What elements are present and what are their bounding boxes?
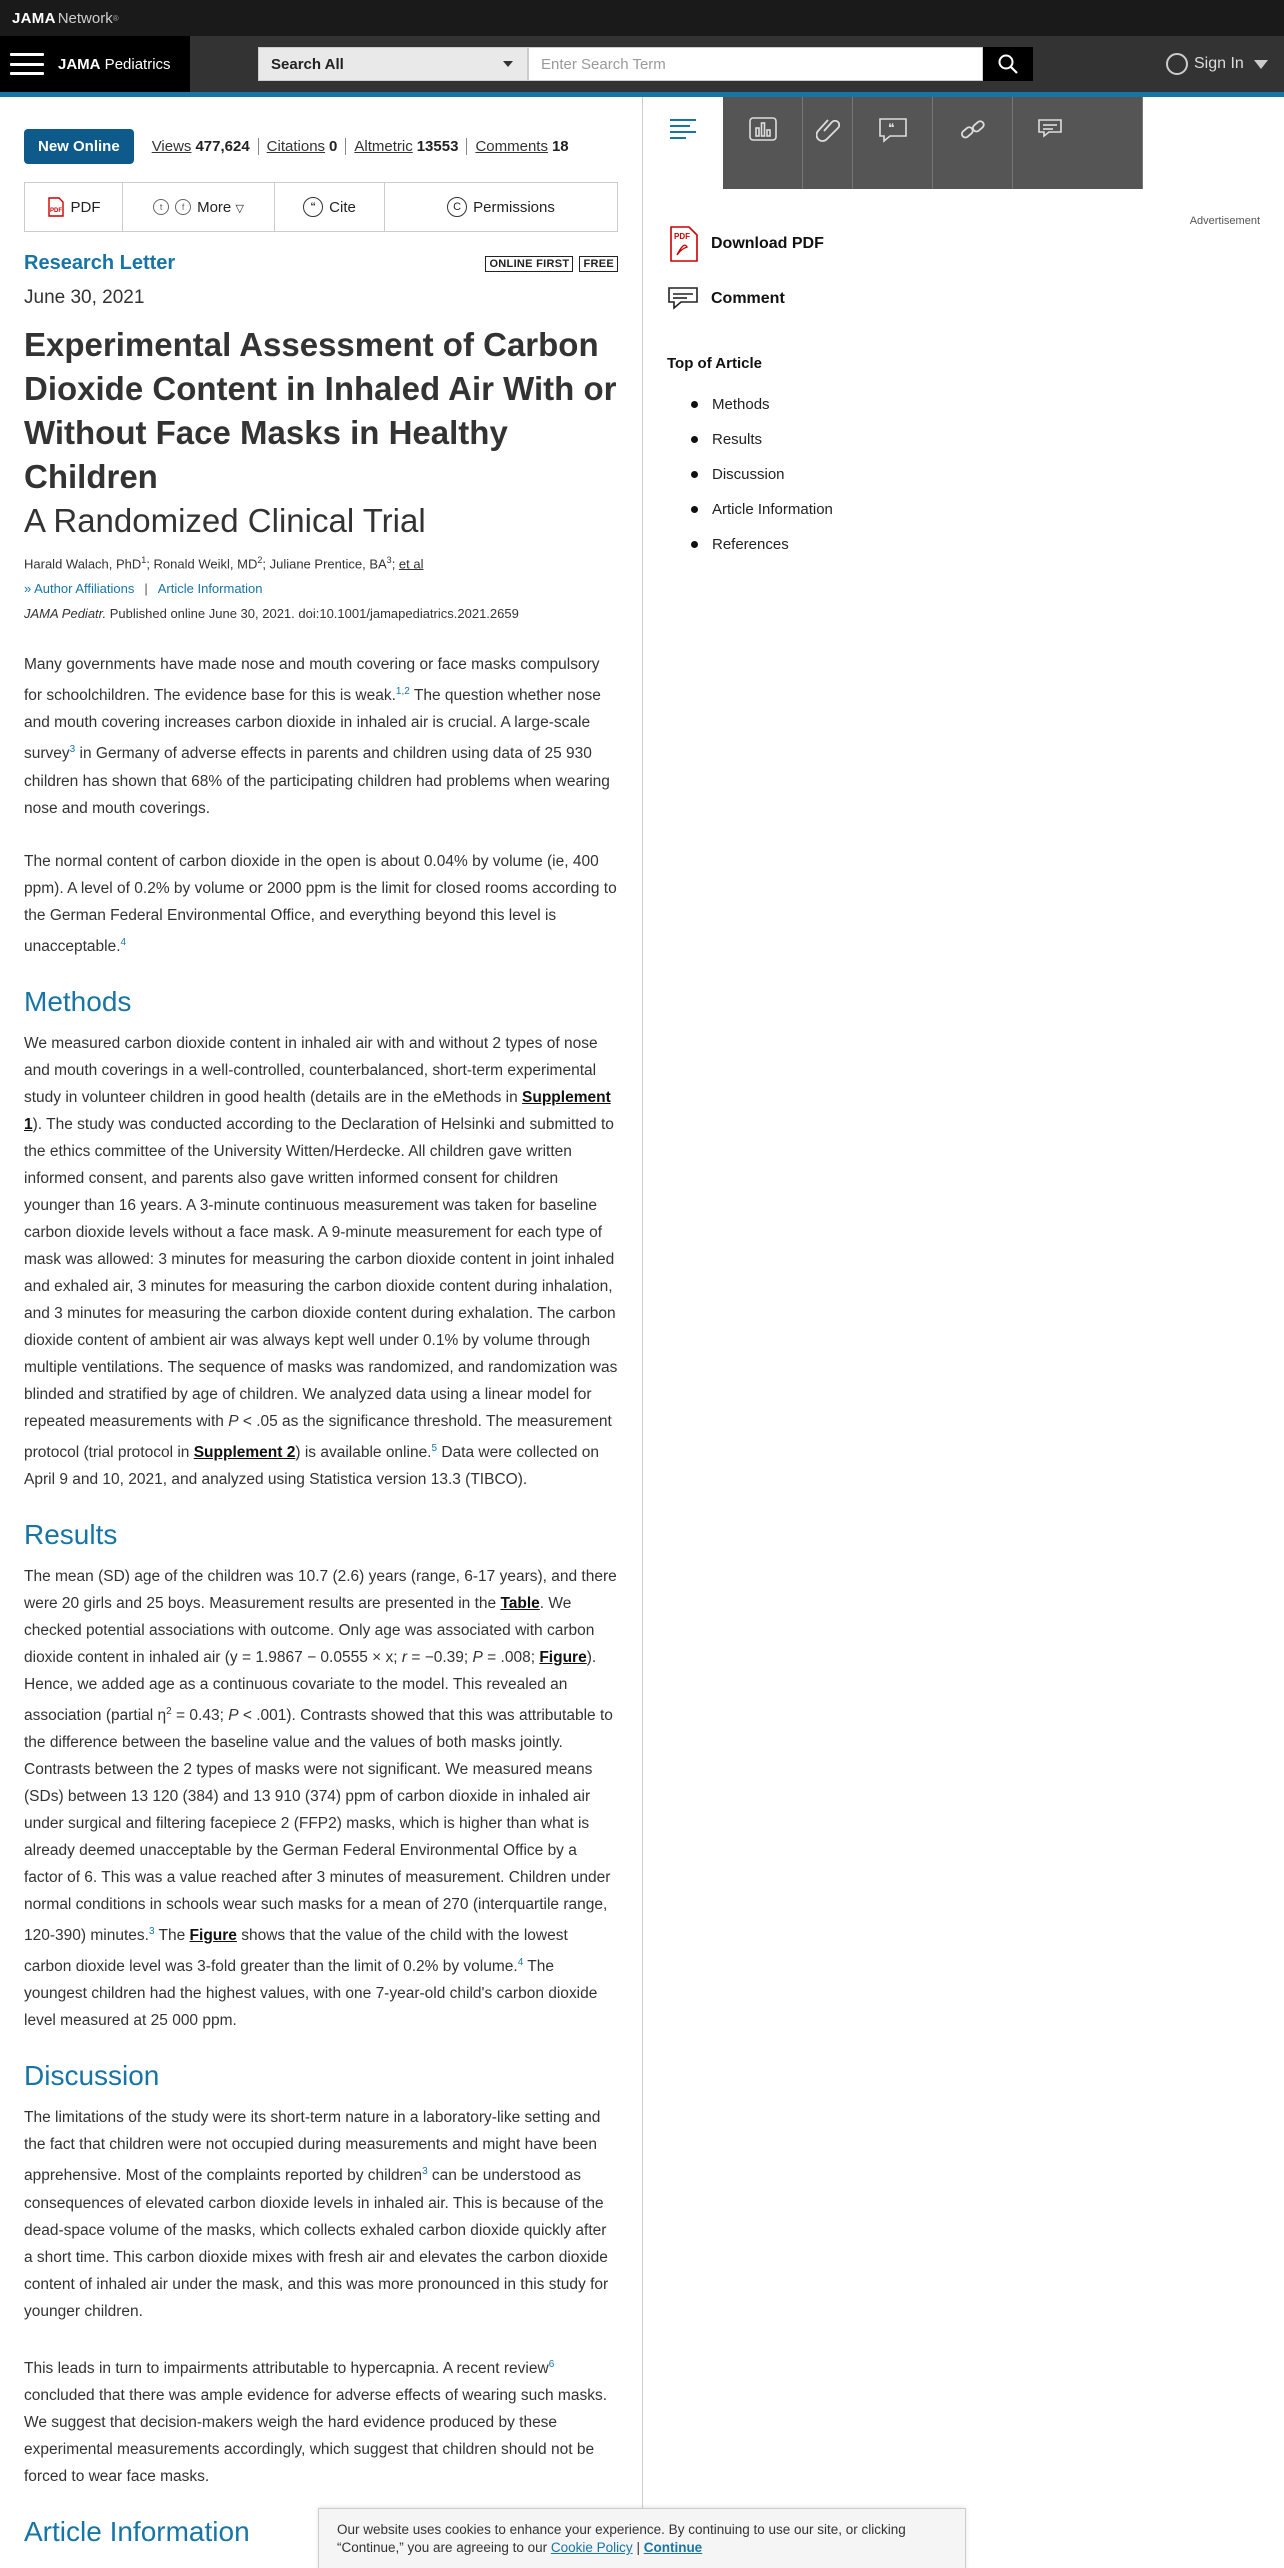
journal-brand[interactable] xyxy=(0,36,190,92)
figure-link[interactable]: Figure xyxy=(189,1927,237,1945)
discussion-paragraph: This leads in turn to impairments attributable to hypercapnia. A recent review$^6$ concluded that there was ample evidence for adverse effects of wearing such masks. We suggest that decision-makers weigh the hard evidence produced by these experimental measurements accordingly, which suggest that children should not be forced to wear face masks. xyxy=(24,2358,607,2485)
permissions-button[interactable] xyxy=(385,183,617,231)
more-button[interactable]: More ▽ xyxy=(197,198,244,216)
user-icon xyxy=(1166,53,1188,75)
network-bar xyxy=(0,0,1284,36)
search-scope-select[interactable] xyxy=(258,47,528,81)
article-title: Experimental Assessment of Carbon Dioxide Content in Inhaled Air With or Without Face Masks in Healthy Children xyxy=(24,326,617,495)
bar-chart-icon xyxy=(749,117,777,141)
rail-tabs xyxy=(643,97,1284,189)
reference-link[interactable]: 3 xyxy=(69,744,76,756)
advertisement-label: Advertisement xyxy=(1189,215,1260,227)
chevron-down-icon xyxy=(503,61,513,67)
tab-contents[interactable] xyxy=(643,97,723,189)
facebook-icon[interactable]: f xyxy=(175,199,191,215)
cite-button[interactable] xyxy=(275,183,385,231)
publication-date: June 30, 2021 xyxy=(24,287,145,308)
tab-figures[interactable] xyxy=(723,97,803,189)
search-button[interactable] xyxy=(983,47,1033,81)
comment-link[interactable] xyxy=(667,285,785,313)
twitter-icon[interactable]: t xyxy=(153,199,169,215)
comment-label: Comment xyxy=(711,290,785,307)
toa-item-results[interactable]: Results xyxy=(691,422,833,457)
article-type-row xyxy=(24,252,618,275)
cookie-continue-link[interactable]: Continue xyxy=(643,2540,703,2555)
article-subtitle: A Randomized Clinical Trial xyxy=(24,502,426,539)
paperclip-icon xyxy=(816,117,840,143)
svg-text:PDF: PDF xyxy=(674,232,690,241)
reference-link[interactable]: 3 xyxy=(422,2166,428,2178)
chevron-right-icon: » xyxy=(24,581,32,597)
sign-in-label: Sign In xyxy=(1194,55,1244,72)
online-first-badge: ONLINE FIRST xyxy=(485,256,573,272)
article-metrics xyxy=(24,129,618,164)
download-pdf-link[interactable] xyxy=(667,225,824,263)
reference-link[interactable]: 1,2 xyxy=(395,686,410,698)
article-badges xyxy=(485,256,618,272)
intro-paragraph: Many governments have made nose and mouth covering or face masks compulsory for schoolchildren. The evidence base for this is weak.$^{1,2}$ The question whether nose and mouth covering increases carbon dioxide in inhaled air is crucial. A large-scale survey$^3$ in Germany of adverse effects in parents and children using data of 25 930 children has shown that 68% of the participating children had problems when wearing nose and mouth coverings. xyxy=(24,656,610,817)
discussion-heading: Discussion xyxy=(24,2060,160,2092)
share-more-group xyxy=(123,183,275,231)
permissions-label: Permissions xyxy=(473,198,555,216)
search-scope-value: Search All xyxy=(271,55,344,73)
supplement-link[interactable]: Supplement 2 xyxy=(193,1443,296,1461)
table-link[interactable]: Table xyxy=(500,1594,540,1612)
article-information-heading: Article Information xyxy=(24,2515,250,2547)
menu-icon[interactable] xyxy=(10,53,44,75)
svg-text:PDF: PDF xyxy=(49,208,62,214)
results-paragraph: The mean (SD) age of the children was 10.7 (2.6) years (range, 6-17 years), and there were 20 girls and 25 boys. Measurement results are presented in the Table. We checked potential associations with outcome. Only age was associated with carbon dioxide content in inhaled air (y = 1.9867 − 0.0555 × x; r = −0.39; P = .008; Figure). Hence, we added age as a continuous covariate to the model. This revealed an association (partial $\eta^2 = 0.43$; P < .001). Contrasts showed that this was attributable to the difference between the baseline value and the values of both masks jointly. Contrasts between the 2 types of masks were not significant. We measured means (SDs) between 13 120 (384) and 13 910 (374) ppm of carbon dioxide in inhaled air under surgical and filtering facepiece 2 (FFP2) masks, which is higher than what is already deemed unacceptable by the German Federal Environmental Office by a factor of 6. This was a value reached after 3 minutes of measurement. Children under normal conditions in schools wear such masks for a mean of 270 (interquartile range, 120-390) minutes.$^3$ The Figure shows that the value of the child with the lowest carbon dioxide level was 3-fold greater than the limit of 0.2% by volume.$^4$ The youngest children had the highest values, with one 7-year-old child's carbon dioxide level measured at 25 000 ppm. xyxy=(24,1567,617,2030)
cookie-text: Our website uses cookies to enhance your experience. By continuing to use our site, or clicking “Continue,” you are agreeing to our xyxy=(337,2522,906,2555)
intro-paragraph: The normal content of carbon dioxide in the open is about 0.04% by volume (ie, 400 ppm). A level of 0.2% by volume or 2000 ppm is the limit for closed rooms according to the German Federal Environmental Office, and everything beyond this level is unacceptable.$^4$ xyxy=(24,852,617,955)
tab-comments[interactable] xyxy=(853,97,933,189)
supplement-link[interactable]: Supplement 1 xyxy=(24,1088,611,1133)
discussion-paragraph: The limitations of the study were its short-term nature in a laboratory-like setting and the fact that children were not occupied during measurements and might have been apprehensive. Most of the complaints reported by children$^3$ can be understood as consequences of elevated carbon dioxide levels in inhaled air. This is because of the dead-space volume of the masks, which collects exhaled carbon dioxide quickly after a short time. This carbon dioxide mixes with fresh air and elevates the carbon dioxide content of inhaled air under the mask, and this was more pronounced in this study for younger children. xyxy=(24,2109,609,2320)
reference-link[interactable]: 4 xyxy=(517,1957,524,1969)
altmetric-metric[interactable]: Altmetric 13553 xyxy=(346,138,467,155)
new-online-badge[interactable]: New Online xyxy=(24,129,134,164)
quote-icon: “ xyxy=(303,197,323,217)
chevron-down-icon xyxy=(1254,60,1268,69)
tab-supplements[interactable] xyxy=(803,97,853,189)
article-main xyxy=(0,97,642,2548)
search-placeholder: Enter Search Term xyxy=(541,55,666,73)
reference-link[interactable]: 4 xyxy=(120,936,127,948)
copyright-icon: C xyxy=(447,197,467,217)
top-of-article-list xyxy=(691,387,833,562)
chat-icon xyxy=(1037,117,1069,143)
list-icon xyxy=(668,117,698,139)
methods-paragraph: We measured carbon dioxide content in inhaled air with and without 2 types of nose and mouth coverings in a well-controlled, counterbalanced, short-term experimental study in volunteer children in good health (details are in the eMethods in Supplement 1). The study was conducted according to the Declaration of Helsinki and submitted to the ethics committee of the University Witten/Herdecke. All children gave written informed consent, and parents also gave written informed consent for children younger than 16 years. A 3-minute continuous measurement was taken for baseline carbon dioxide levels without a face mask. A 9-minute measurement for each type of mask was allowed: 3 minutes for measuring the carbon dioxide content in joint inhaled and exhaled air, 3 minutes for measuring the carbon dioxide content during inhalation, and 3 minutes for measuring the carbon dioxide content during exhalation. The carbon dioxide content of ambient air was always kept well under 0.1% by volume through multiple ventilations. The sequence of masks was randomized, and randomization was blinded and stratified by age of children. We analyzed data using a linear model for repeated measurements with P < .05 as the significance threshold. The measurement protocol (trial protocol in Supplement 2) is available online.$^5$ Data were collected on April 9 and 10, 2021, and analyzed using Statistica version 13.3 (TIBCO). xyxy=(24,1034,618,1488)
author-name[interactable]: Juliane Prentice, BA xyxy=(269,556,387,572)
article-information-link[interactable]: Article Information xyxy=(157,581,263,597)
citations-metric[interactable]: Citations 0 xyxy=(259,138,347,155)
right-rail xyxy=(642,97,1284,2568)
et-al-link[interactable]: et al xyxy=(398,556,424,572)
toa-item-references[interactable]: References xyxy=(691,527,833,562)
toa-item-discussion[interactable]: Discussion xyxy=(691,457,833,492)
article-type: Research Letter xyxy=(24,252,176,274)
download-pdf-label: Download PDF xyxy=(711,235,824,252)
journal-name[interactable]: JAMA Pediatrics xyxy=(58,55,171,73)
reference-link[interactable]: 5 xyxy=(431,1442,438,1454)
cookie-banner: Our website uses cookies to enhance your experience. By continuing to use our site, or clicking “Continue,” you are agreeing to our Cookie Policy | Continue xyxy=(318,2508,966,2568)
site-header xyxy=(0,36,1284,92)
pdf-button[interactable] xyxy=(25,183,123,231)
author-name[interactable]: Ronald Weikl, MD xyxy=(153,556,258,572)
affiliation-links: » Author Affiliations | Article Information xyxy=(24,581,263,597)
tab-related[interactable] xyxy=(933,97,1013,189)
methods-heading: Methods xyxy=(24,985,132,1017)
views-metric[interactable]: Views 477,624 xyxy=(144,138,259,155)
pdf-icon xyxy=(667,225,701,263)
comment-icon xyxy=(667,285,701,313)
reference-link[interactable]: 3 xyxy=(148,1926,155,1938)
top-of-article-title: Top of Article xyxy=(667,355,762,372)
reference-link[interactable]: 6 xyxy=(548,2358,555,2370)
network-brand-rest[interactable]: Network xyxy=(57,9,113,27)
sign-in-button[interactable] xyxy=(1166,36,1268,92)
author-affiliations-link[interactable]: » Author Affiliations xyxy=(24,581,135,597)
author-name[interactable]: Harald Walach, PhD xyxy=(24,556,142,572)
pdf-label: PDF xyxy=(70,198,101,216)
article-toolbar xyxy=(24,182,618,232)
toa-item-methods[interactable]: Methods xyxy=(691,387,833,422)
cookie-policy-link[interactable]: Cookie Policy xyxy=(550,2540,633,2555)
tab-discussion[interactable] xyxy=(1013,97,1143,189)
search-input[interactable] xyxy=(528,47,983,81)
free-badge: FREE xyxy=(579,256,618,272)
author-list: Harald Walach, PhD$^1$; Ronald Weikl, $MD^2$; Juliane Prentice, $BA^3$; et al xyxy=(24,555,424,572)
svg-text:❝: ❝ xyxy=(887,121,894,135)
article-citation: JAMA Pediatr. Published online June 30, 2021. doi:10.1001/jamapediatrics.2021.2659 xyxy=(24,606,519,622)
trademark: ® xyxy=(112,13,119,23)
toa-item-article-information[interactable]: Article Information xyxy=(691,492,833,527)
cite-label: Cite xyxy=(329,198,356,216)
pdf-icon xyxy=(47,197,65,217)
results-heading: Results xyxy=(24,1518,118,1550)
comments-metric[interactable]: Comments 18 xyxy=(475,138,569,155)
figure-link[interactable]: Figure xyxy=(539,1648,587,1666)
link-icon xyxy=(958,117,988,143)
quote-bubble-icon xyxy=(878,117,908,143)
network-brand-bold[interactable]: JAMA xyxy=(12,9,56,27)
search-icon xyxy=(997,53,1019,75)
